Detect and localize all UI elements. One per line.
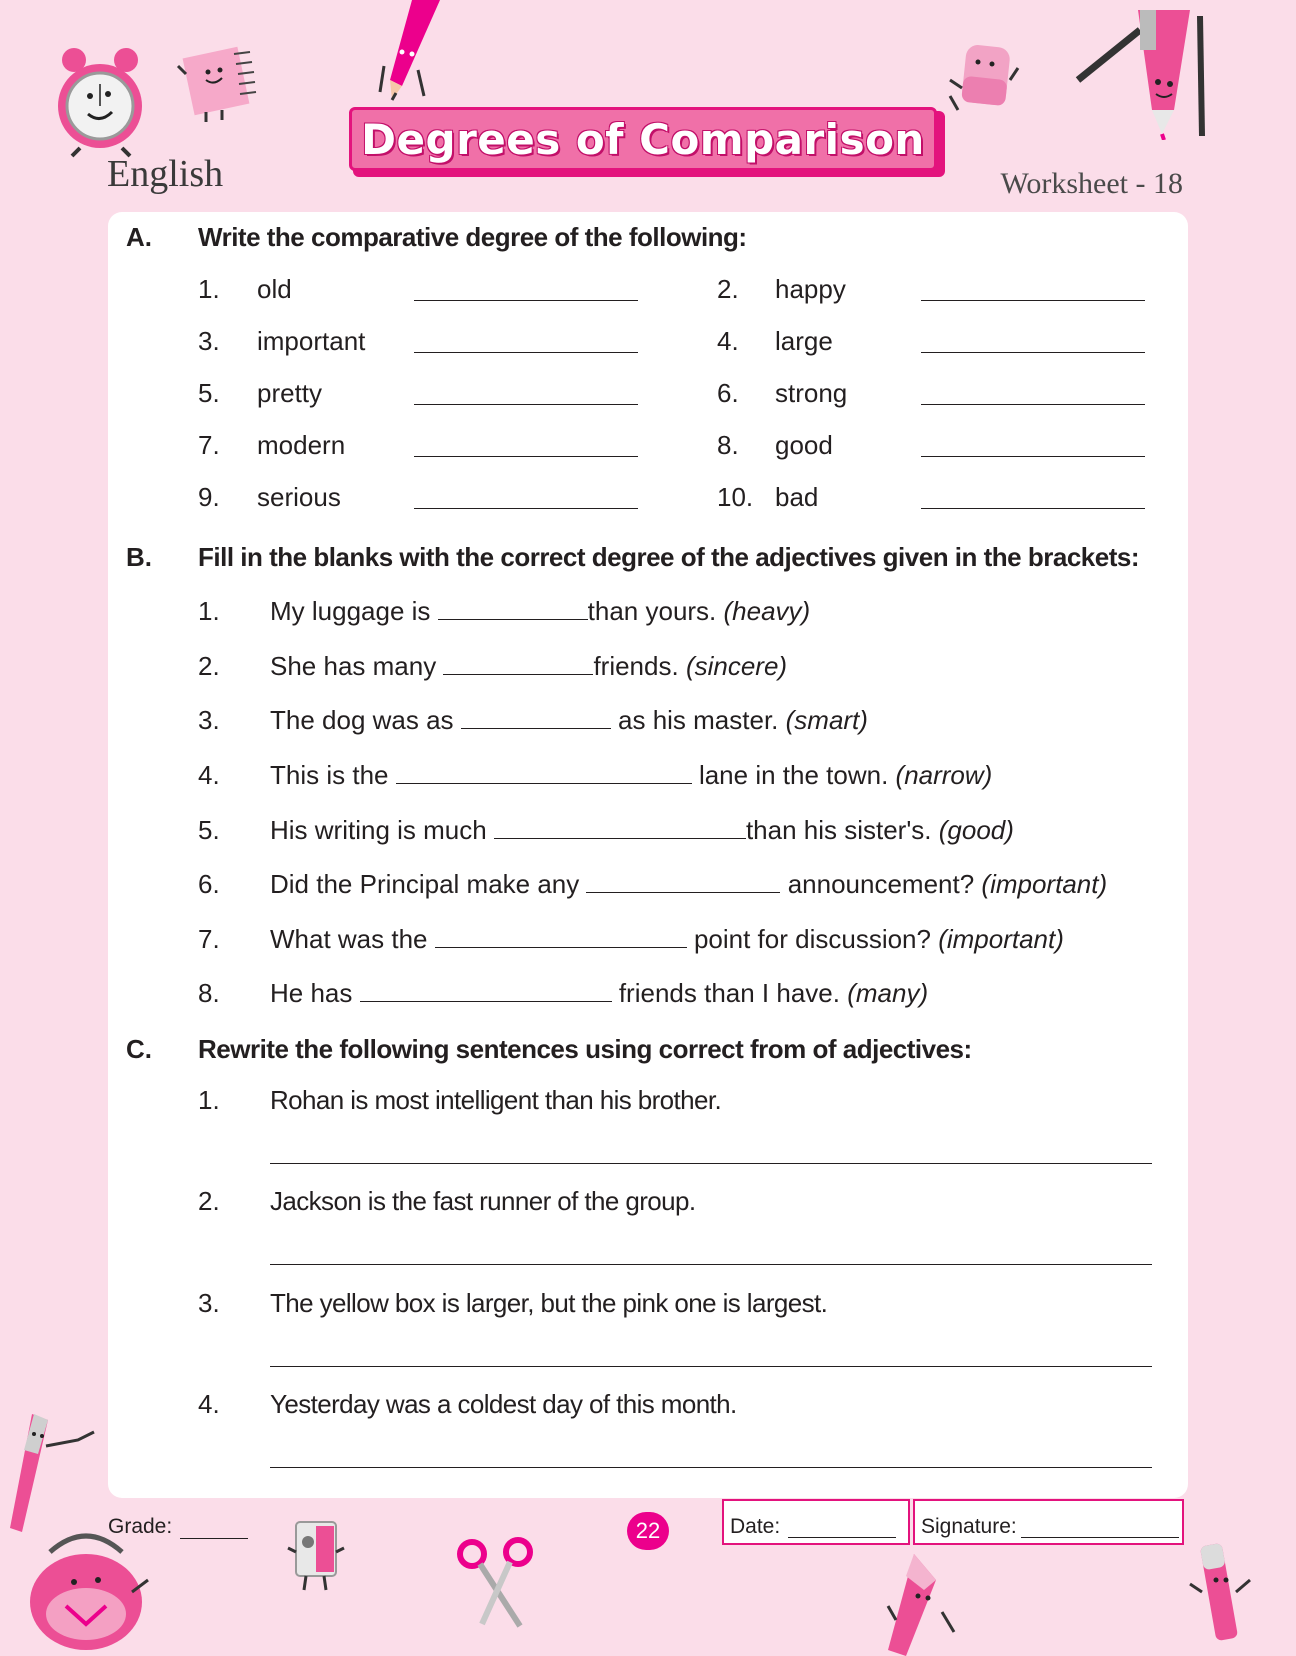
c-answer-line[interactable] xyxy=(270,1264,1152,1265)
a-item-number: 3. xyxy=(198,326,220,356)
b-hint: (narrow) xyxy=(895,760,993,790)
b-text-after: than his sister's. xyxy=(745,815,939,845)
b-text-after: than yours. xyxy=(587,596,724,626)
c-item-number: 3. xyxy=(198,1288,220,1318)
b-text-after: announcement? xyxy=(780,869,982,899)
b-sentence xyxy=(270,705,868,736)
b-blank[interactable] xyxy=(443,652,593,675)
b-blank[interactable] xyxy=(435,925,687,948)
b-blank[interactable] xyxy=(438,597,588,620)
section-a-title: Write the comparative degree of the following: xyxy=(198,222,747,252)
ruler-icon xyxy=(8,1410,96,1535)
b-hint: (sincere) xyxy=(685,651,788,681)
b-text-after: as his master. xyxy=(610,705,786,735)
b-text-after: friends than I have. xyxy=(611,978,848,1008)
notepad-icon xyxy=(176,44,258,124)
compass-icon xyxy=(1070,10,1210,140)
grade-label: Grade: xyxy=(108,1515,173,1538)
b-text-before: What was the xyxy=(270,924,435,954)
b-item-number: 7. xyxy=(198,924,220,954)
b-item-number: 4. xyxy=(198,760,220,790)
b-text-after: friends. xyxy=(593,651,686,681)
b-text-before: The dog was as xyxy=(270,705,461,735)
pen-icon xyxy=(1188,1540,1258,1656)
b-blank[interactable] xyxy=(396,761,692,784)
c-sentence: Rohan is most intelligent than his brother. xyxy=(270,1085,722,1115)
c-sentence: The yellow box is larger, but the pink one is largest. xyxy=(270,1288,828,1318)
b-sentence xyxy=(270,924,1064,955)
a-answer-line[interactable] xyxy=(921,456,1145,457)
b-blank[interactable] xyxy=(586,870,780,893)
sharpener-icon xyxy=(286,1518,346,1592)
a-item-number: 4. xyxy=(717,326,739,356)
signature-label: Signature: xyxy=(921,1515,1017,1538)
a-answer-line[interactable] xyxy=(414,352,638,353)
b-hint: (good) xyxy=(938,815,1014,845)
b-sentence xyxy=(270,596,810,627)
crayon-icon xyxy=(884,1550,956,1656)
b-item-number: 6. xyxy=(198,869,220,899)
b-text-before: Did the Principal make any xyxy=(270,869,587,899)
date-line xyxy=(788,1537,896,1538)
a-answer-line[interactable] xyxy=(921,352,1145,353)
a-item-number: 9. xyxy=(198,482,220,512)
signature-box[interactable] xyxy=(913,1499,1184,1545)
scissors-icon xyxy=(456,1536,536,1628)
c-answer-line[interactable] xyxy=(270,1467,1152,1468)
a-item-word: modern xyxy=(257,430,346,460)
b-item-number: 2. xyxy=(198,651,220,681)
title-banner xyxy=(349,107,937,171)
c-answer-line[interactable] xyxy=(270,1366,1152,1367)
b-blank[interactable] xyxy=(494,816,746,839)
eraser-icon xyxy=(946,40,1022,120)
a-item-word: happy xyxy=(775,274,846,304)
a-answer-line[interactable] xyxy=(414,300,638,301)
a-item-word: large xyxy=(775,326,833,356)
a-answer-line[interactable] xyxy=(921,404,1145,405)
backpack-icon xyxy=(20,1522,152,1652)
grade-input-line[interactable] xyxy=(180,1538,248,1539)
b-sentence xyxy=(270,869,1107,900)
b-hint: (many) xyxy=(847,978,929,1008)
b-sentence xyxy=(270,760,992,791)
date-label: Date: xyxy=(730,1515,781,1538)
page-number: 22 xyxy=(627,1512,669,1550)
b-hint: (important) xyxy=(938,924,1064,954)
a-answer-line[interactable] xyxy=(414,508,638,509)
b-text-after: lane in the town. xyxy=(691,760,896,790)
a-item-number: 6. xyxy=(717,378,739,408)
b-hint: (smart) xyxy=(785,705,868,735)
b-item-number: 8. xyxy=(198,978,220,1008)
section-b-title: Fill in the blanks with the correct degree of the adjectives given in the brackets: xyxy=(198,542,1139,572)
section-b-letter: B. xyxy=(126,542,152,572)
b-text-before: This is the xyxy=(270,760,396,790)
date-box[interactable] xyxy=(722,1499,910,1545)
b-hint: (heavy) xyxy=(723,596,811,626)
b-hint: (important) xyxy=(981,869,1108,899)
a-item-word: good xyxy=(775,430,833,460)
b-sentence xyxy=(270,978,928,1009)
c-answer-line[interactable] xyxy=(270,1163,1152,1164)
pencil-icon xyxy=(378,0,448,110)
page-title: Degrees of Comparison xyxy=(361,114,925,164)
signature-line xyxy=(1021,1537,1179,1538)
alarm-clock-icon xyxy=(52,44,152,159)
b-item-number: 5. xyxy=(198,815,220,845)
a-item-word: important xyxy=(257,326,366,356)
b-text-before: She has many xyxy=(270,651,444,681)
a-answer-line[interactable] xyxy=(414,456,638,457)
b-text-before: My luggage is xyxy=(270,596,438,626)
b-text-before: His writing is much xyxy=(270,815,494,845)
b-text-after: point for discussion? xyxy=(686,924,939,954)
a-item-word: pretty xyxy=(257,378,323,408)
section-c-letter: C. xyxy=(126,1034,152,1064)
a-item-word: old xyxy=(257,274,292,304)
c-item-number: 2. xyxy=(198,1186,220,1216)
b-text-before: He has xyxy=(270,978,360,1008)
b-item-number: 1. xyxy=(198,596,220,626)
worksheet-number: Worksheet - 18 xyxy=(1000,167,1183,200)
a-item-word: serious xyxy=(257,482,341,512)
a-item-number: 7. xyxy=(198,430,220,460)
a-item-number: 2. xyxy=(717,274,739,304)
a-item-number: 8. xyxy=(717,430,739,460)
a-answer-line[interactable] xyxy=(921,300,1145,301)
a-answer-line[interactable] xyxy=(921,508,1145,509)
a-item-number: 1. xyxy=(198,274,220,304)
section-c-title: Rewrite the following sentences using correct from of adjectives: xyxy=(198,1034,972,1064)
c-sentence: Jackson is the fast runner of the group. xyxy=(270,1186,696,1216)
a-item-word: bad xyxy=(775,482,819,512)
a-item-number: 5. xyxy=(198,378,220,408)
a-item-word: strong xyxy=(775,378,848,408)
b-item-number: 3. xyxy=(198,705,220,735)
c-sentence: Yesterday was a coldest day of this month. xyxy=(270,1389,737,1419)
b-blank[interactable] xyxy=(461,706,611,729)
b-blank[interactable] xyxy=(360,979,612,1002)
a-item-number: 10. xyxy=(717,482,754,512)
c-item-number: 4. xyxy=(198,1389,220,1419)
b-sentence xyxy=(270,651,787,682)
subject-label: English xyxy=(107,153,224,195)
b-sentence xyxy=(270,815,1014,846)
section-a-letter: A. xyxy=(126,222,152,252)
c-item-number: 1. xyxy=(198,1085,220,1115)
a-answer-line[interactable] xyxy=(414,404,638,405)
